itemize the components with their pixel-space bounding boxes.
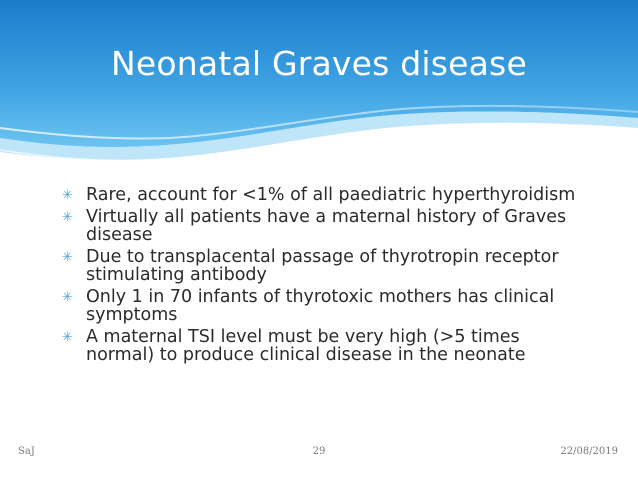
bullet-item [62,288,582,324]
asterisk-bullet-icon: ✳ [62,250,73,265]
footer-date: 22/08/2019 [560,446,618,457]
bullet-text: Due to transplacental passage of thyrotropin receptor stimulating antibody [86,247,559,285]
footer-page-number: 29 [312,446,326,457]
bullet-item [62,208,582,244]
bullet-text: Only 1 in 70 infants of thyrotoxic mothers has clinical symptoms [86,287,555,325]
asterisk-bullet-icon: ✳ [62,210,73,225]
asterisk-bullet-icon: ✳ [62,290,73,305]
slide-title: Neonatal Graves disease [111,44,527,83]
asterisk-bullet-icon: ✳ [62,188,73,203]
asterisk-bullet-icon: ✳ [62,330,73,345]
bullet-item [62,328,582,364]
bullet-text: Rare, account for <1% of all paediatric hyperthyroidism [86,185,576,205]
bullet-item [62,186,582,204]
footer-author: SaJ [18,446,35,457]
bullet-text: Virtually all patients have a maternal history of Graves disease [86,207,567,245]
bullet-text: A maternal TSI level must be very high (>5 times normal) to produce clinical disease in the neonate [86,327,526,365]
header-wave-background [0,0,638,170]
bullet-list [62,186,582,368]
bullet-item [62,248,582,284]
